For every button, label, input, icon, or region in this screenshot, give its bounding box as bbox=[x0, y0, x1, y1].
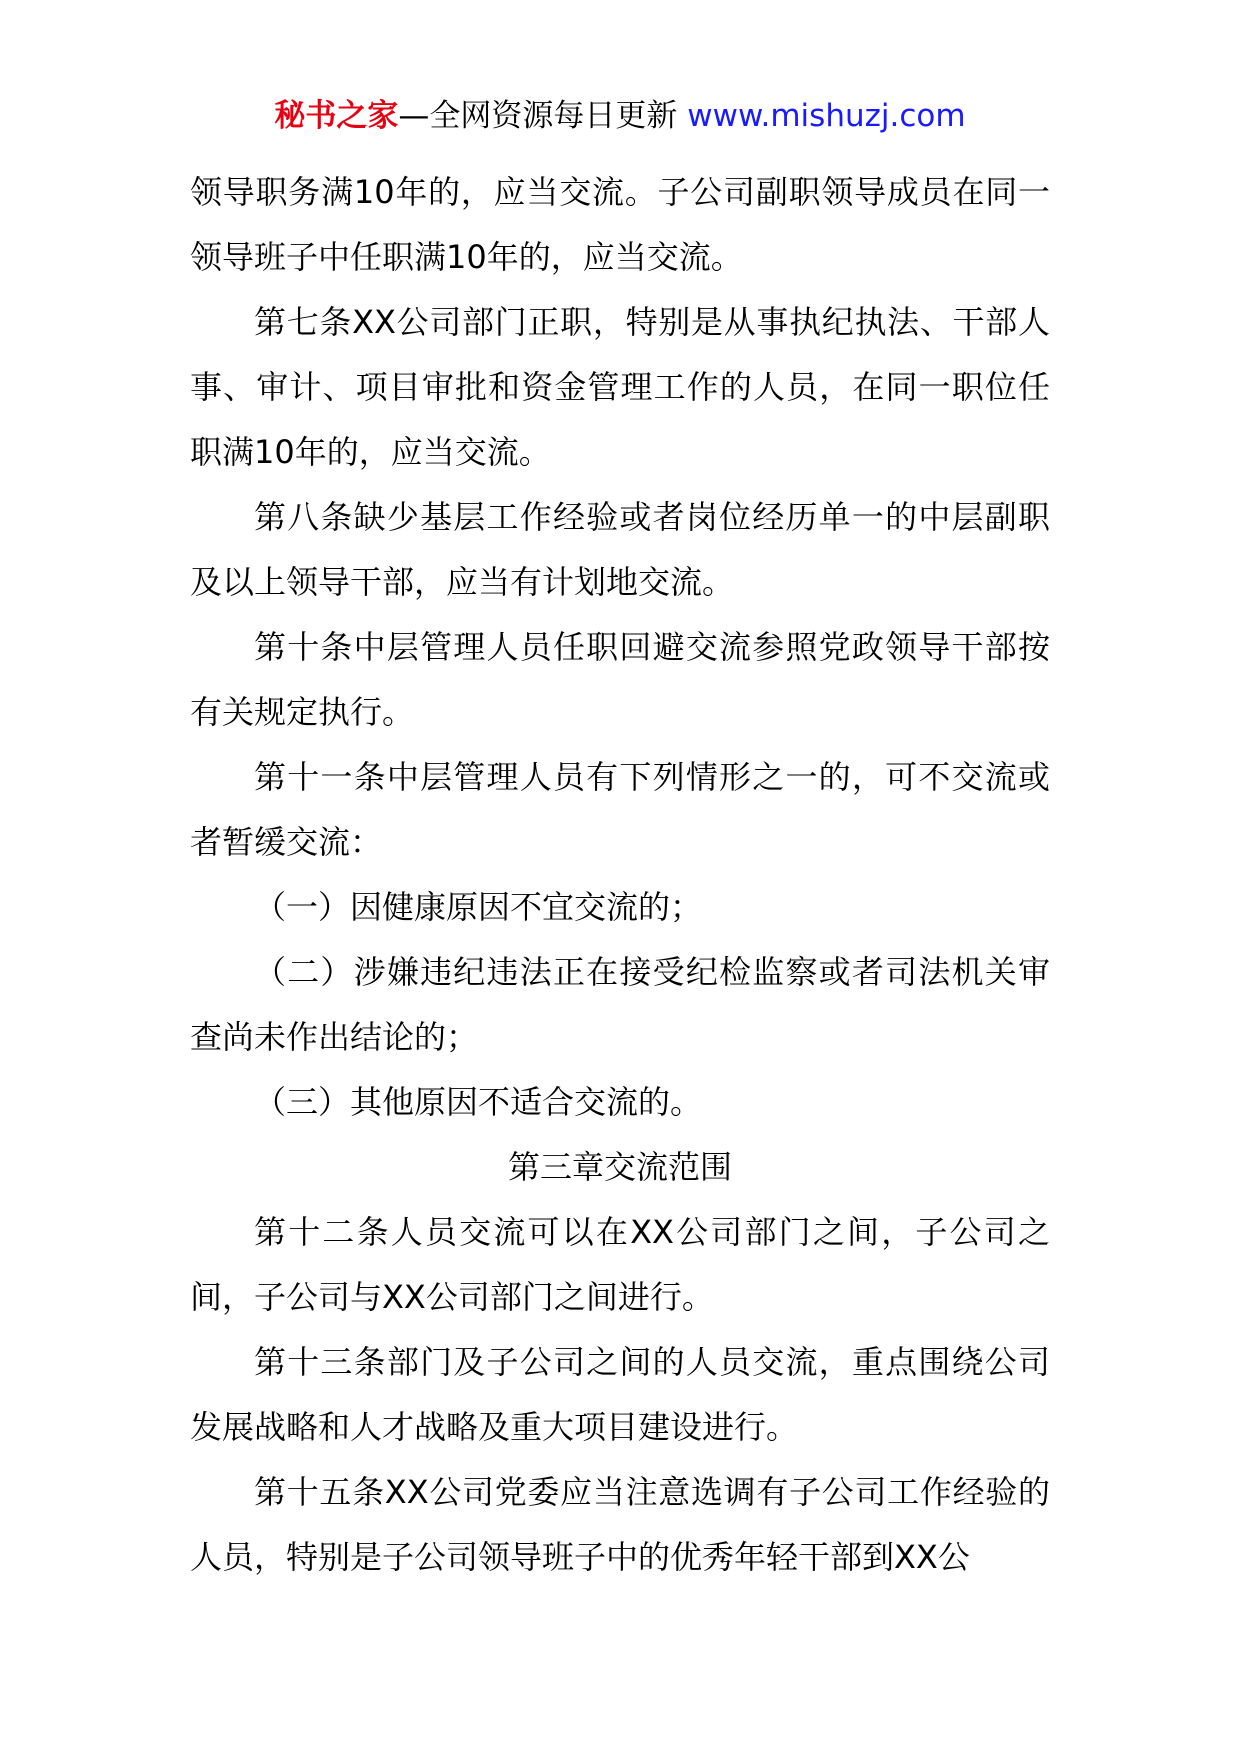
header-brand: 秘书之家 bbox=[274, 98, 399, 134]
chapter-heading: 第三章交流范围 bbox=[507, 1148, 732, 1186]
paragraph-article-7: 第七条XX公司部门正职，特别是从事执纪执法、干部人事、审计、项目审批和资金管理工作的人员，在同一职位任职满10年的，应当交流。 bbox=[190, 303, 1050, 471]
paragraph-article-11: 第十一条中层管理人员有下列情形之一的，可不交流或者暂缓交流： bbox=[190, 758, 1050, 861]
document-body bbox=[190, 160, 1050, 1590]
list-item-1: （一）因健康原因不宜交流的； bbox=[254, 888, 703, 926]
list-item-3: （三）其他原因不适合交流的。 bbox=[254, 1083, 703, 1121]
paragraph-article-15: 第十五条XX公司党委应当注意选调有子公司工作经验的人员，特别是子公司领导班子中的优秀年轻干部到XX公 bbox=[190, 1473, 1050, 1576]
header-tagline: —全网资源每日更新 bbox=[398, 98, 688, 134]
paragraph-article-10: 第十条中层管理人员任职回避交流参照党政领导干部按有关规定执行。 bbox=[190, 628, 1050, 731]
document-header bbox=[0, 96, 1240, 136]
paragraph-article-13: 第十三条部门及子公司之间的人员交流，重点围绕公司发展战略和人才战略及重大项目建设进行。 bbox=[190, 1343, 1050, 1446]
header-url-link[interactable]: www.mishuzj.com bbox=[687, 98, 966, 134]
paragraph-continuation: 领导职务满10年的，应当交流。子公司副职领导成员在同一领导班子中任职满10年的，应当交流。 bbox=[190, 173, 1050, 276]
paragraph-article-12: 第十二条人员交流可以在XX公司部门之间，子公司之间，子公司与XX公司部门之间进行。 bbox=[190, 1213, 1050, 1316]
list-item-2: （二）涉嫌违纪违法正在接受纪检监察或者司法机关审查尚未作出结论的； bbox=[190, 953, 1050, 1056]
paragraph-article-8: 第八条缺少基层工作经验或者岗位经历单一的中层副职及以上领导干部，应当有计划地交流。 bbox=[190, 498, 1050, 601]
